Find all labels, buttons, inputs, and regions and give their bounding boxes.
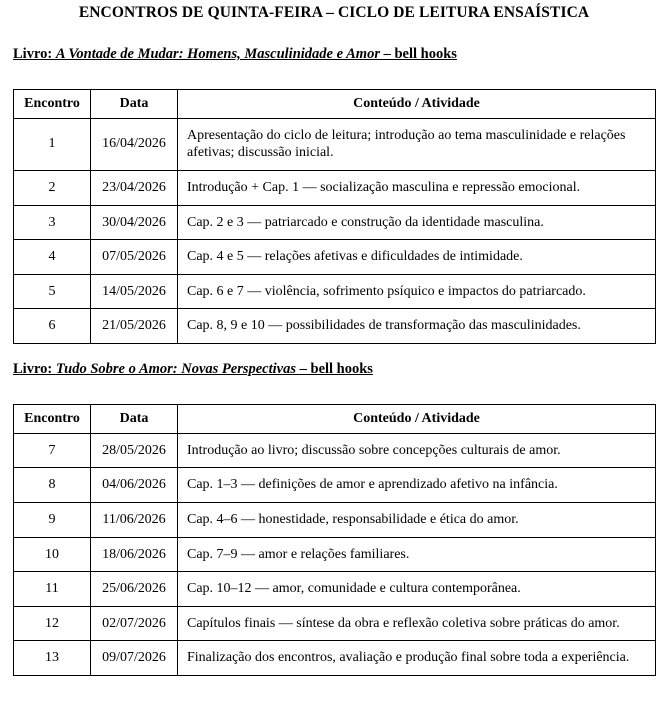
table-header-row	[14, 90, 656, 119]
table-row	[14, 205, 656, 240]
cell-encontro: 6	[14, 309, 91, 344]
cell-conteudo: Cap. 7–9 — amor e relações familiares.	[178, 537, 656, 572]
cell-encontro: 9	[14, 502, 91, 537]
cell-data: 04/06/2026	[91, 468, 178, 503]
cell-conteudo: Apresentação do ciclo de leitura; introdução ao tema masculinidade e relações afetivas; discussão inicial.	[178, 118, 656, 170]
table-row	[14, 274, 656, 309]
column-header-data: Data	[91, 90, 178, 119]
table-row	[14, 502, 656, 537]
book-heading-2	[13, 361, 655, 378]
column-header-conteudo: Conteúdo / Atividade	[178, 405, 656, 434]
cell-encontro: 13	[14, 641, 91, 676]
table-row	[14, 433, 656, 468]
cell-conteudo: Cap. 4–6 — honestidade, responsabilidade e ética do amor.	[178, 502, 656, 537]
cell-data: 21/05/2026	[91, 309, 178, 344]
table-row	[14, 606, 656, 641]
cell-encontro: 11	[14, 572, 91, 607]
book-title: Tudo Sobre o Amor: Novas Perspectivas	[55, 361, 296, 377]
table-header-row	[14, 405, 656, 434]
cell-data: 30/04/2026	[91, 205, 178, 240]
schedule-table-2	[13, 404, 656, 676]
cell-encontro: 3	[14, 205, 91, 240]
cell-encontro: 1	[14, 118, 91, 170]
cell-data: 11/06/2026	[91, 502, 178, 537]
cell-encontro: 4	[14, 240, 91, 275]
cell-conteudo: Cap. 6 e 7 — violência, sofrimento psíquico e impactos do patriarcado.	[178, 274, 656, 309]
column-header-conteudo: Conteúdo / Atividade	[178, 90, 656, 119]
cell-conteudo: Capítulos finais — síntese da obra e reflexão coletiva sobre práticas do amor.	[178, 606, 656, 641]
table-row	[14, 240, 656, 275]
table-row	[14, 572, 656, 607]
cell-conteudo: Cap. 4 e 5 — relações afetivas e dificuldades de intimidade.	[178, 240, 656, 275]
book-label: Livro:	[13, 361, 56, 377]
cell-encontro: 8	[14, 468, 91, 503]
cell-conteudo: Introdução + Cap. 1 — socialização masculina e repressão emocional.	[178, 170, 656, 205]
book-title: A Vontade de Mudar: Homens, Masculinidade e Amor	[55, 46, 380, 62]
cell-data: 16/04/2026	[91, 118, 178, 170]
cell-encontro: 10	[14, 537, 91, 572]
cell-data: 28/05/2026	[91, 433, 178, 468]
cell-data: 18/06/2026	[91, 537, 178, 572]
table-row	[14, 170, 656, 205]
cell-conteudo: Cap. 1–3 — definições de amor e aprendizado afetivo na infância.	[178, 468, 656, 503]
cell-encontro: 12	[14, 606, 91, 641]
cell-data: 09/07/2026	[91, 641, 178, 676]
page-title: ENCONTROS DE QUINTA-FEIRA – CICLO DE LEITURA ENSAÍSTICA	[78, 4, 590, 21]
cell-conteudo: Finalização dos encontros, avaliação e produção final sobre toda a experiência.	[178, 641, 656, 676]
column-header-encontro: Encontro	[14, 90, 91, 119]
table-row	[14, 641, 656, 676]
cell-data: 25/06/2026	[91, 572, 178, 607]
book-label: Livro:	[13, 46, 56, 62]
cell-data: 14/05/2026	[91, 274, 178, 309]
schedule-table-1	[13, 89, 656, 344]
table-row	[14, 537, 656, 572]
book-heading-1	[13, 46, 655, 63]
cell-encontro: 2	[14, 170, 91, 205]
table-row	[14, 118, 656, 170]
cell-conteudo: Cap. 2 e 3 — patriarcado e construção da identidade masculina.	[178, 205, 656, 240]
column-header-encontro: Encontro	[14, 405, 91, 434]
table-row	[14, 468, 656, 503]
cell-conteudo: Introdução ao livro; discussão sobre concepções culturais de amor.	[178, 433, 656, 468]
column-header-data: Data	[91, 405, 178, 434]
cell-conteudo: Cap. 10–12 — amor, comunidade e cultura contemporânea.	[178, 572, 656, 607]
cell-conteudo: Cap. 8, 9 e 10 — possibilidades de transformação das masculinidades.	[178, 309, 656, 344]
cell-encontro: 7	[14, 433, 91, 468]
table-row	[14, 309, 656, 344]
book-author: – bell hooks	[379, 46, 457, 62]
cell-data: 02/07/2026	[91, 606, 178, 641]
cell-encontro: 5	[14, 274, 91, 309]
cell-data: 07/05/2026	[91, 240, 178, 275]
cell-data: 23/04/2026	[91, 170, 178, 205]
book-author: – bell hooks	[296, 361, 373, 377]
